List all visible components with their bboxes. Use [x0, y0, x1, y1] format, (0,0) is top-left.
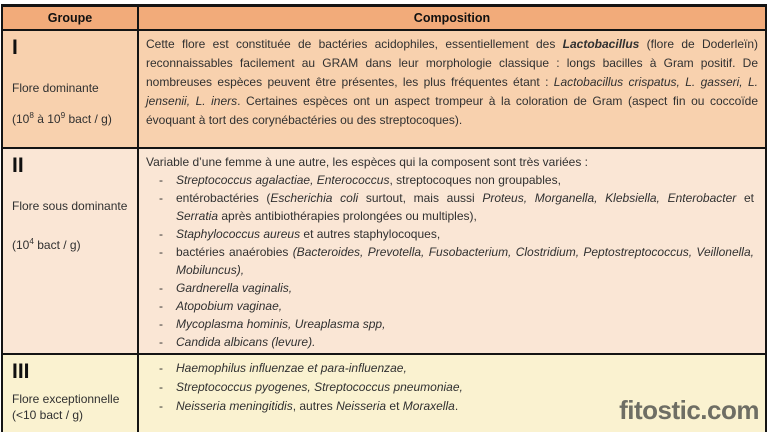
group-numeral: III: [12, 359, 30, 383]
bullet-text: Streptococcus pyogenes, Streptococcus pneumoniae,: [176, 379, 463, 394]
group-quantity: (<10 bact / g): [12, 407, 84, 422]
flora-table: [1, 4, 767, 432]
group-label: Flore sous dominante: [12, 198, 128, 213]
group-label: Flore dominante: [12, 80, 99, 95]
page-root: [1, 4, 767, 428]
bullet-dash: -: [159, 379, 163, 394]
bullet-text: Streptococcus agalactiae, Enterococcus, streptocoques non groupables,: [176, 172, 561, 187]
group-cell-III: [2, 354, 138, 432]
bullet-text: Haemophilus influenzae et para-influenzae,: [176, 360, 407, 375]
bullet-dash: -: [159, 226, 163, 241]
bullet-item: [146, 279, 758, 297]
bullet-dash: -: [159, 190, 163, 205]
bullet-list: [146, 171, 758, 351]
bullet-text: Candida albicans (levure).: [176, 334, 316, 349]
bullet-text: Atopobium vaginae,: [176, 298, 283, 313]
group-label: Flore exceptionnelle: [12, 391, 120, 406]
bullet-text: Neisseria meningitidis, autres Neisseria et Moraxella.: [176, 398, 459, 413]
bullet-dash: -: [159, 298, 163, 313]
bullet-dash: -: [159, 360, 163, 375]
bullet-item: [146, 243, 758, 279]
bullet-dash: -: [159, 398, 163, 413]
header-composition: Composition: [138, 6, 766, 30]
bullet-item: [146, 189, 758, 225]
header-row: [2, 6, 766, 30]
bullet-item: [146, 171, 758, 189]
composition-cell-II: [138, 148, 766, 354]
group-cell-I: [2, 30, 138, 148]
watermark: fitostic.com: [619, 395, 759, 425]
bullet-item: [146, 297, 758, 315]
bullet-text: entérobactéries (Escherichia coli surtout, mais aussi Proteus, Morganella, Klebsiella, Enterobacter et Serratia après antibiothérapies prolongées ou multiples),: [176, 190, 755, 223]
group-numeral: I: [12, 35, 18, 59]
composition-paragraph: Cette flore est constituée de bactéries acidophiles, essentiellement des Lactobacillus (flore de Doderleïn) reconnaissables facilement au GRAM dans leur morphologie classique : longs bacilles à Gram positif. De nombreuses espèces peuvent être présentes, les plus fréquentes étant : Lactobacillus crispatus, L. gasseri, L. jensenii, L. iners. Certaines espèces ont un aspect trompeur à la coloration de Gram (aspect fin ou coccoïde évoquant à tort des corynébactéries ou des streptocoques).: [146, 36, 759, 128]
bullet-text: bactéries anaérobies (Bacteroides, Prevotella, Fusobacterium, Clostridium, Peptostreptococcus, Veillonella, Mobiluncus),: [176, 244, 754, 277]
group-numeral: II: [12, 153, 24, 177]
bullet-item: [146, 225, 758, 243]
bullet-dash: -: [159, 334, 163, 349]
table-row-flore-dominante: [2, 30, 766, 148]
composition-cell-I: [138, 30, 766, 148]
header-groupe: Groupe: [2, 6, 138, 30]
group-quantity: ($10^4$ bact / g): [12, 236, 81, 252]
bullet-dash: -: [159, 280, 163, 295]
bullet-text: Mycoplasma hominis, Ureaplasma spp,: [176, 316, 386, 331]
bullet-item: [146, 378, 758, 397]
group-cell-II: [2, 148, 138, 354]
bullet-item: [146, 359, 758, 378]
bullet-text: Gardnerella vaginalis,: [176, 280, 293, 295]
bullet-dash: -: [159, 316, 163, 331]
bullet-dash: -: [159, 244, 163, 259]
bullet-item: [146, 333, 758, 351]
bullet-text: Staphylococcus aureus et autres staphylocoques,: [176, 226, 441, 241]
bullet-item: [146, 315, 758, 333]
bullet-dash: -: [159, 172, 163, 187]
group-quantity: ($10^8$ à $10^9$ bact / g): [12, 110, 112, 126]
table-row-flore-sous-dominante: [2, 148, 766, 354]
composition-intro: Variable d’une femme à une autre, les espèces qui la composent sont très variées :: [146, 154, 589, 169]
